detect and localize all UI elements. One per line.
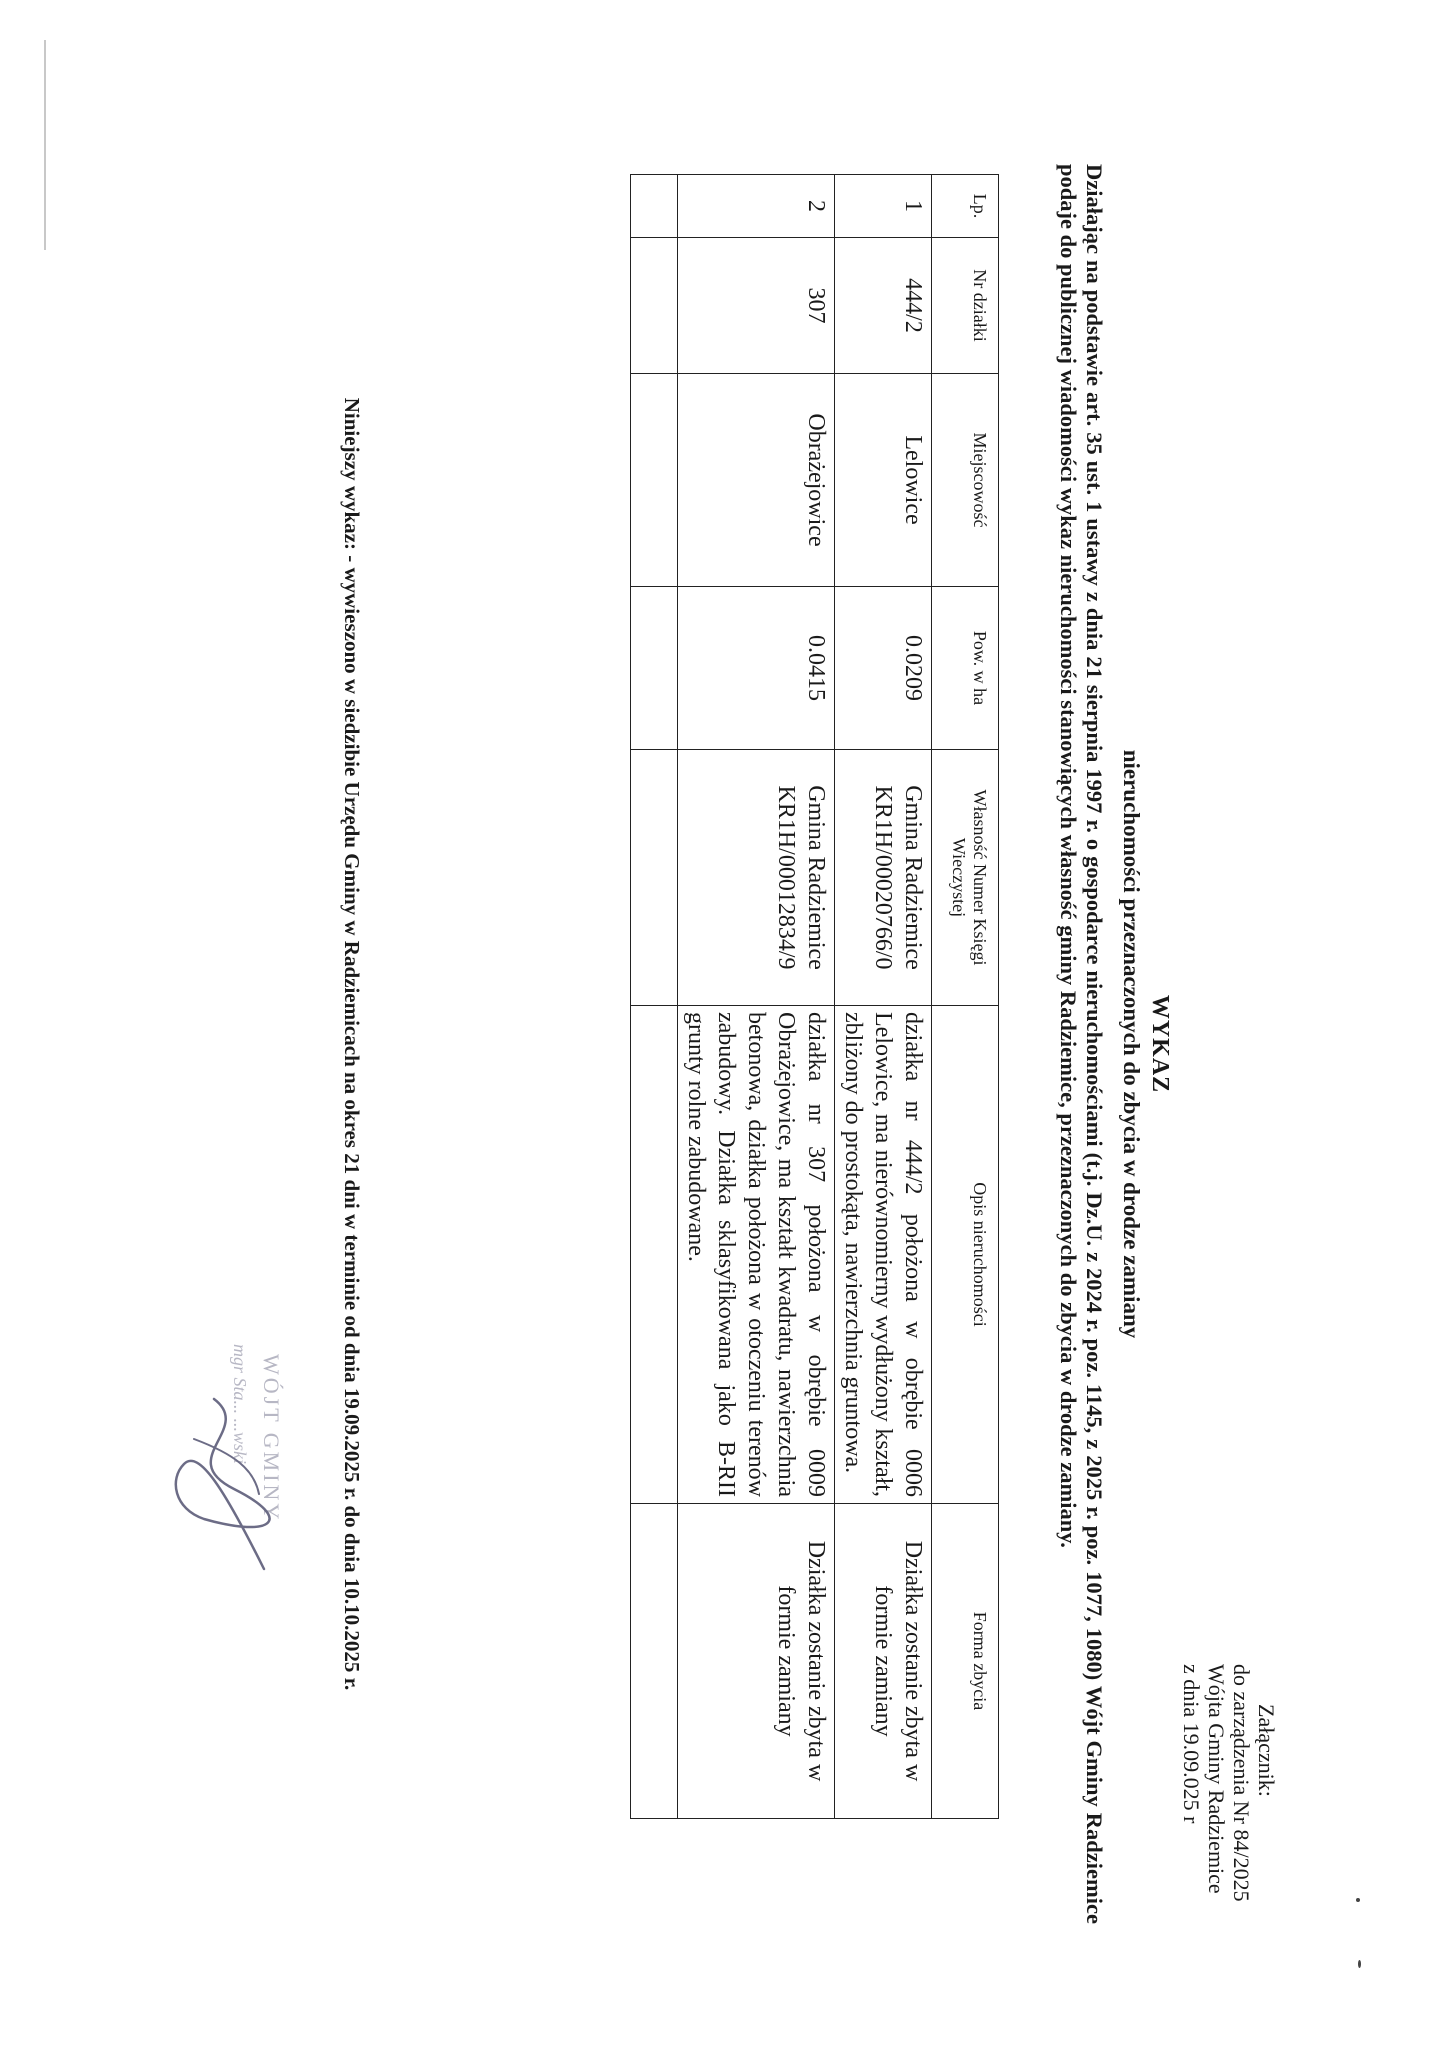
empty-cell — [631, 1504, 678, 1819]
table-row — [835, 175, 932, 1819]
stamp-name: mgr Sta... ...wski — [230, 1344, 250, 1465]
cell-parcel-number: 307 — [678, 238, 835, 374]
header-description: Opis nieruchomości — [932, 1006, 999, 1504]
land-register-number: KR1H/00012834/9 — [773, 785, 799, 970]
header-disposal-form: Forma zbycia — [932, 1504, 999, 1819]
attachment-ordinance: do zarządzenia Nr 84/2025 — [1229, 1664, 1254, 1902]
cell-description: działka nr 307 położona w obrębie 0009 Obrażejowice, ma kształt kwadratu, nawierzchnia betonowa, działka położona w otoczeniu terenów zabudowy. Działka sklasyfikowana jako B-RII grunty rolne zabudowane. — [678, 1006, 835, 1504]
title-block — [1118, 164, 1173, 1924]
attachment-label: Załącznik: — [1254, 1704, 1279, 1797]
cell-area: 0.0415 — [678, 587, 835, 750]
cell-disposal-form: Działka zostanie zbyta w formie zamiany — [678, 1504, 835, 1819]
empty-cell — [631, 587, 678, 750]
intro-paragraph: Działając na podstawie art. 35 ust. 1 ustawy z dnia 21 sierpnia 1997 r. o gospodarce nieruchomościami (t.j. Dz.U. z 2024 r. poz. 1145, z 2025 r. poz. 1077, 1080) Wójt Gminy Radziemice podaje do publicznej wiadomości wykaz nieruchomości stanowiących własność gminy Radziemice, przeznaczonych do zbycia w drodze zamiany. — [1056, 164, 1107, 1924]
header-area: Pow. w ha — [932, 587, 999, 750]
owner-name: Gmina Radziemice — [900, 785, 926, 970]
document-title: WYKAZ — [1147, 994, 1173, 1094]
empty-cell — [631, 1006, 678, 1504]
header-locality: Miejscowość — [932, 374, 999, 587]
cell-parcel-number: 444/2 — [835, 238, 932, 374]
empty-cell — [631, 374, 678, 587]
table-row — [678, 175, 835, 1819]
cell-disposal-form: Działka zostanie zbyta w formie zamiany — [835, 1504, 932, 1819]
stamp-title: WÓJT GMINY — [259, 1354, 284, 1523]
empty-cell — [631, 238, 678, 374]
posting-note: Niniejszy wykaz: - wywieszono w siedzibie Urzędu Gminy w Radziemicach na okres 21 dni w terminie od dnia 19.09.2025 r. do dnia 10.10.2025 r. — [340, 397, 364, 1691]
official-stamp — [134, 1344, 284, 1604]
empty-cell — [631, 750, 678, 1006]
table-row-empty — [631, 175, 678, 1819]
handwritten-signature — [154, 1369, 294, 1579]
cell-locality: Lelowice — [835, 374, 932, 587]
attachment-authority: Wójta Gminy Radziemice — [1204, 1664, 1229, 1894]
document-subtitle: nieruchomości przeznaczonych do zbycia w drodze zamiany — [1119, 749, 1144, 1339]
owner-name: Gmina Radziemice — [803, 785, 829, 970]
cell-ownership — [678, 750, 835, 1006]
empty-cell — [631, 175, 678, 238]
rotated-document-page — [79, 84, 1369, 1964]
cell-locality: Obrażejowice — [678, 374, 835, 587]
cell-ownership — [835, 750, 932, 1006]
attachment-note — [1179, 1664, 1279, 1924]
cell-lp: 1 — [835, 175, 932, 238]
cell-description: działka nr 444/2 położona w obrębie 0006 Lelowice, ma nierównomierny wydłużony kształt, zbliżony do prostokąta, nawierzchnia gruntowa. — [835, 1006, 932, 1504]
properties-table — [630, 174, 999, 1819]
table-header-row — [932, 175, 999, 1819]
land-register-number: KR1H/00020766/0 — [870, 785, 896, 970]
header-lp: Lp. — [932, 175, 999, 238]
cell-area: 0.0209 — [835, 587, 932, 750]
attachment-date: z dnia 19.09.025 r — [1179, 1664, 1204, 1824]
scan-edge-line — [44, 40, 46, 250]
header-parcel-number: Nr działki — [932, 238, 999, 374]
header-ownership: Własność Numer Księgi Wieczystej — [932, 750, 999, 1006]
cell-lp: 2 — [678, 175, 835, 238]
